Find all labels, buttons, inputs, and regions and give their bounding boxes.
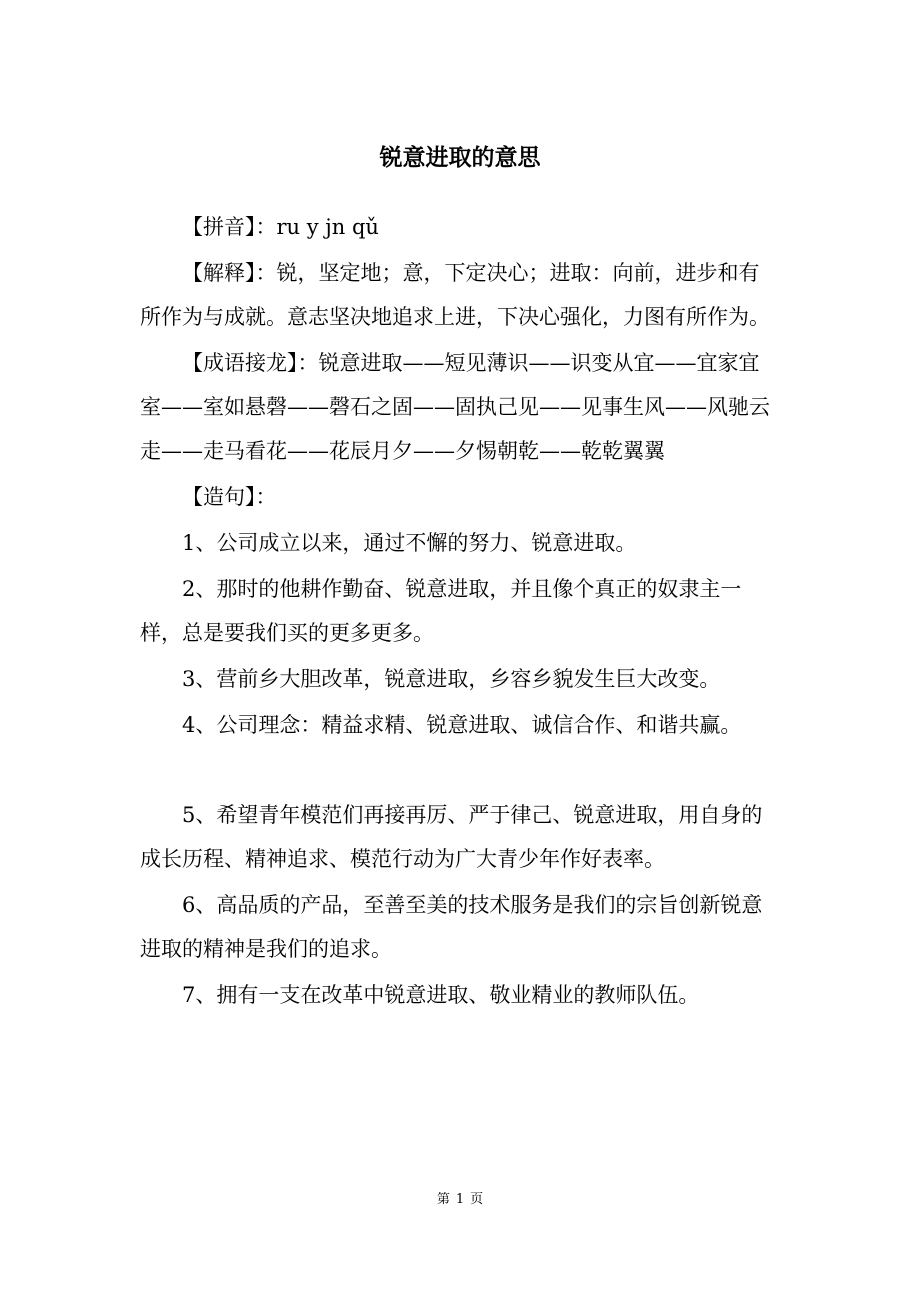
explanation-paragraph: 【解释】：锐，坚定地；意，下定决心；进取：向前，进步和有所作为与成就。意志坚决地追求上进，下决心强化，力图有所作为。 <box>140 261 770 329</box>
footer-suffix: 页 <box>470 1192 484 1207</box>
sentence-5: 5、希望青年模范们再接再厉、严于律己、锐意进取，用自身的成长历程、精神追求、模范行动为广大青少年作好表率。 <box>140 803 763 871</box>
sentence-4: 4、公司理念：精益求精、锐意进取、诚信合作、和谐共赢。 <box>182 713 742 737</box>
pinyin-paragraph: 【拼音】：ru y jn qǔ <box>182 215 379 239</box>
sentence-7: 7、拥有一支在改革中锐意进取、敬业精业的教师队伍。 <box>182 983 700 1007</box>
document-body <box>140 205 780 1019</box>
sentences-label: 【造句】： <box>182 485 277 509</box>
idiom-chain-paragraph: 【成语接龙】：锐意进取——短见薄识——识变从宜——宜家宜室——室如悬磬——磬石之固——固执己见——见事生风——风驰云走——走马看花——花辰月夕——夕惕朝乾——乾乾翼翼 <box>140 351 770 463</box>
page-title: 锐意进取的意思 <box>379 145 541 171</box>
page-footer <box>0 1190 920 1210</box>
footer-prefix: 第 <box>436 1192 450 1207</box>
blank-line <box>140 749 780 793</box>
page-number: 1 <box>455 1192 465 1207</box>
sentence-6: 6、高品质的产品，至善至美的技术服务是我们的宗旨创新锐意进取的精神是我们的追求。 <box>140 893 763 961</box>
sentence-2: 2、那时的他耕作勤奋、锐意进取，并且像个真正的奴隶主一样，总是要我们买的更多更多。 <box>140 577 742 645</box>
sentence-3: 3、营前乡大胆改革，锐意进取，乡容乡貌发生巨大改变。 <box>182 667 721 691</box>
sentence-1: 1、公司成立以来，通过不懈的努力、锐意进取。 <box>182 531 637 555</box>
